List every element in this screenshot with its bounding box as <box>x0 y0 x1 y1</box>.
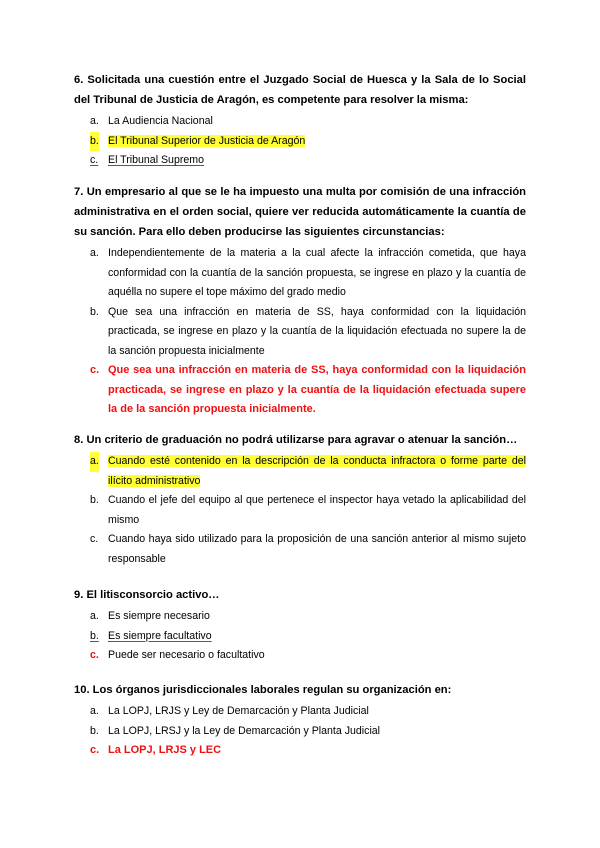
option-letter: b. <box>90 305 99 318</box>
option-letter: b. <box>90 132 99 152</box>
option-a <box>74 452 526 491</box>
option-letter: c. <box>90 533 99 545</box>
option-list <box>74 112 526 171</box>
option-text: La Audiencia Nacional <box>108 115 213 127</box>
option-letter: c. <box>90 744 100 756</box>
option-text: Puede ser necesario o facultativo <box>108 649 265 661</box>
option-letter: b. <box>90 629 99 642</box>
option-text: Es siempre necesario <box>108 610 210 622</box>
option-letter: a. <box>90 610 99 622</box>
option-b <box>74 491 526 530</box>
option-letter: c. <box>90 649 99 661</box>
option-text: La LOPJ, LRSJ y la Ley de Demarcación y Planta Judicial <box>108 724 381 737</box>
option-list <box>74 452 526 569</box>
option-a <box>74 607 526 627</box>
option-b <box>74 303 526 362</box>
option-text-underlined: El Tribunal Supremo <box>108 154 204 166</box>
option-list <box>74 702 526 761</box>
option-text: Cuando haya sido utilizado para la proposición de una sanción anterior al mismo sujeto responsable <box>108 533 526 565</box>
option-text: Que sea una infracción en materia de SS, haya conformidad con la liquidación practicada, se ingrese en plazo y la cuantía de la liquidación efectuada supere la de la sanción propuesta inicialmente. <box>108 364 526 415</box>
option-c <box>74 151 526 171</box>
option-b <box>74 722 526 742</box>
option-list <box>74 244 526 420</box>
option-text: La LOPJ, LRJS y Ley de Demarcación y Planta Judicial <box>108 705 369 717</box>
option-list <box>74 607 526 666</box>
option-text: Que sea una infracción en materia de SS, haya conformidad con la liquidación practicada, se ingrese en plazo y la cuantía de la liquidación efectuada no supere la de la sanción propuesta inicialmente <box>108 305 526 357</box>
question-10 <box>74 680 526 761</box>
option-letter: a. <box>90 247 99 259</box>
option-letter: a. <box>90 115 99 127</box>
option-letter: b. <box>90 494 99 506</box>
option-c-correct <box>74 741 526 761</box>
question-title: 6. Solicitada una cuestión entre el Juzgado Social de Huesca y la Sala de lo Social del Tribunal de Justicia de Aragón, es competente para resolver la misma: <box>74 74 526 106</box>
option-c <box>74 530 526 569</box>
option-a <box>74 112 526 132</box>
question-title: 10. Los órganos jurisdiccionales laborales regulan su organización en: <box>74 684 452 696</box>
option-letter: a. <box>90 705 99 717</box>
question-title: 8. Un criterio de graduación no podrá utilizarse para agravar o atenuar la sanción… <box>74 434 518 446</box>
question-6 <box>74 70 526 171</box>
option-text-underlined: Es siempre facultativo <box>108 629 212 642</box>
option-c <box>74 646 526 666</box>
option-text: Cuando el jefe del equipo al que pertenece el inspector haya vetado la aplicabilidad del mismo <box>108 494 526 526</box>
option-c-correct <box>74 361 526 420</box>
question-title: 9. El litisconsorcio activo… <box>74 589 220 601</box>
question-title: 7. Un empresario al que se le ha impuesto una multa por comisión de una infracción administrativa en el orden social, quiere ver reducida automáticamente la cuantía de su sanción. Para ello deben producirse las siguientes circunstancias: <box>74 186 526 238</box>
option-b <box>74 627 526 647</box>
option-text: Independientemente de la materia a la cual afecte la infracción cometida, que haya conformidad con la cuantía de la sanción propuesta, se ingrese en plazo y la cuantía de aquélla no supere el tope máximo del grado medio <box>108 247 526 298</box>
question-9 <box>74 585 526 666</box>
option-letter: c. <box>90 364 100 376</box>
option-b <box>74 132 526 152</box>
question-8 <box>74 430 526 569</box>
option-a <box>74 244 526 303</box>
option-text: La LOPJ, LRJS y LEC <box>108 744 222 756</box>
option-letter: a. <box>90 452 99 472</box>
question-7 <box>74 182 526 420</box>
option-text-highlighted: El Tribunal Superior de Justicia de Aragón <box>108 134 306 147</box>
option-text-highlighted: Cuando esté contenido en la descripción de la conducta infractora o forme parte del ilícito administrativo <box>108 455 526 487</box>
option-a <box>74 702 526 722</box>
option-letter: b. <box>90 724 99 737</box>
option-letter: c. <box>90 154 99 166</box>
